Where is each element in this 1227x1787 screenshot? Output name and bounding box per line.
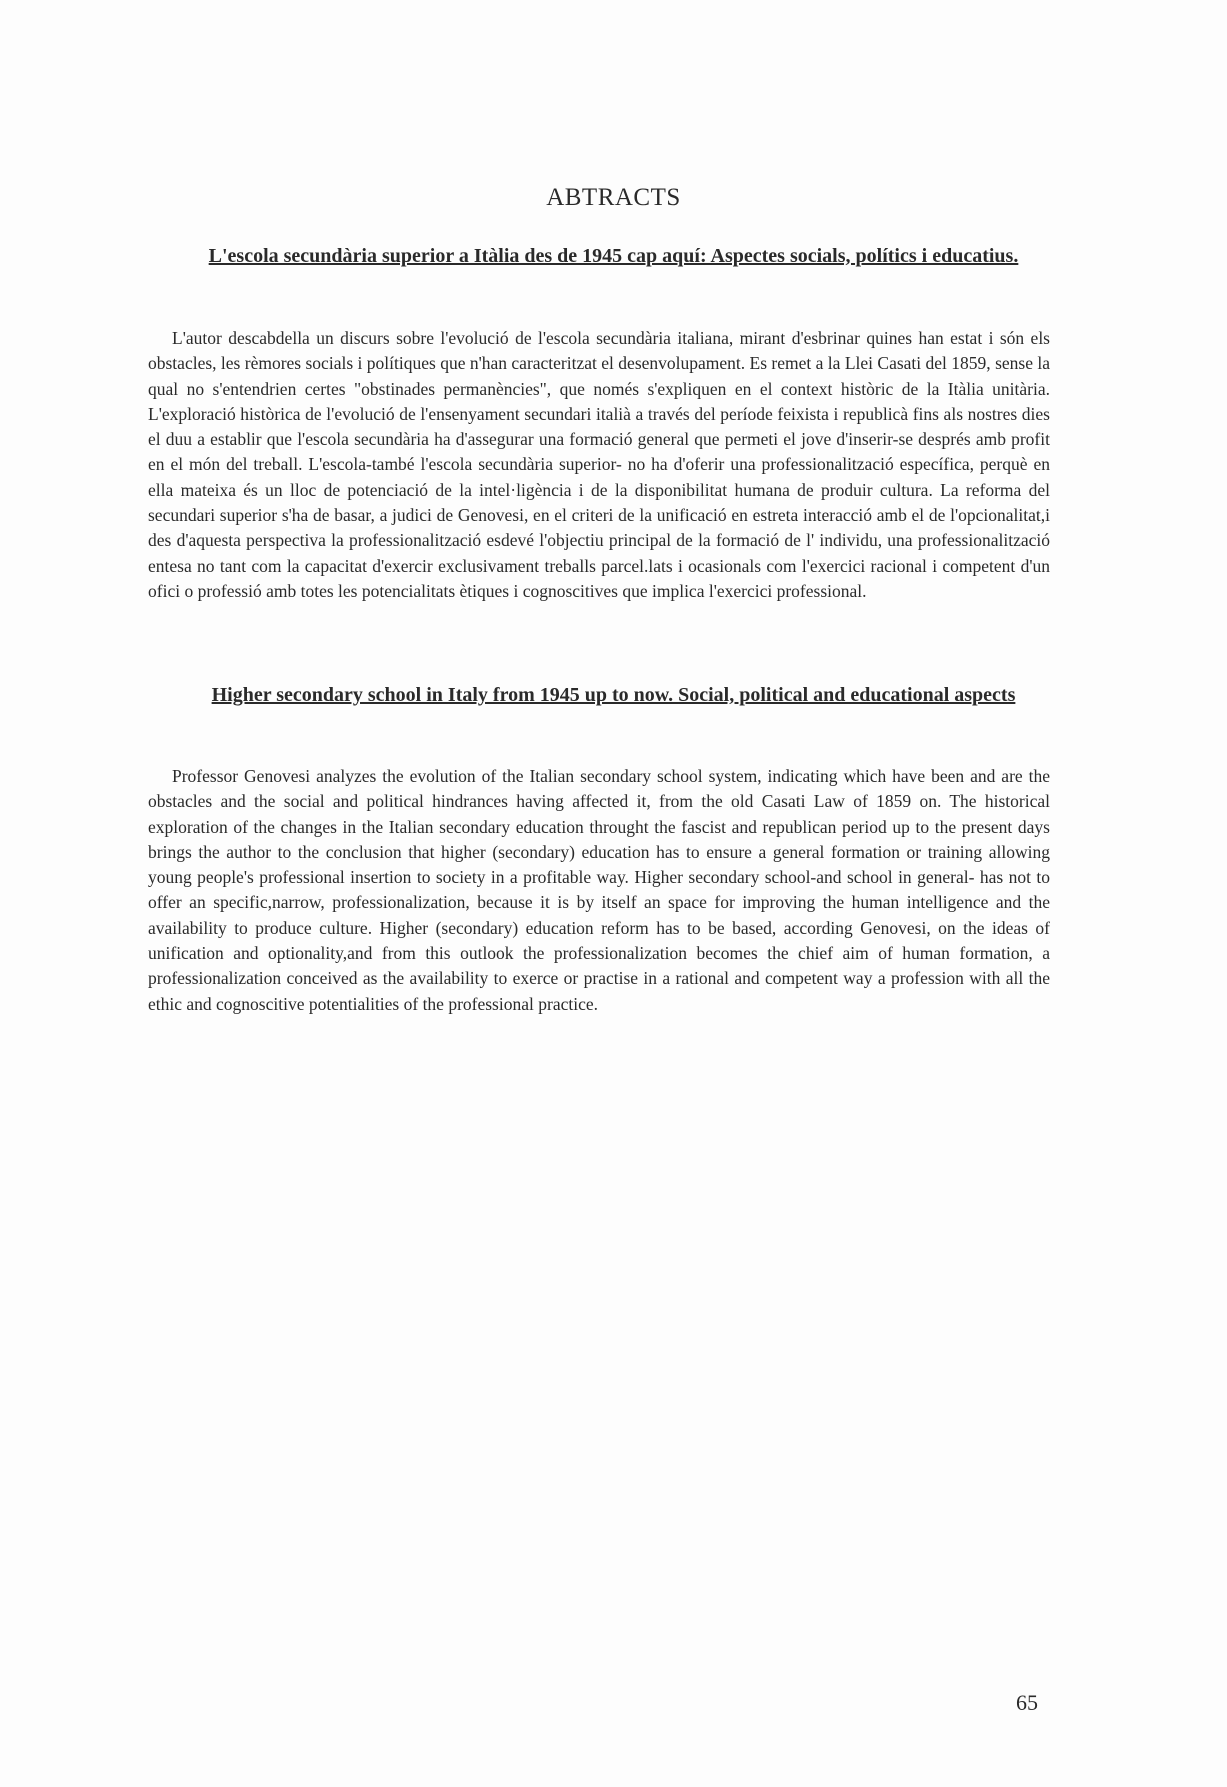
catalan-abstract: L'autor descabdella un discurs sobre l'evolució de l'escola secundària italiana, mirant d'esbrinar quines han estat i són els obstacles, les rèmores socials i polítiques que n'han caracteritzat el desenvolupament. Es remet a la Llei Casati del 1859, sense la qual no s'entendrien certes "obstinades permanències", que només s'expliquen en el context històric de la Itàlia unitària. L'exploració històrica de l'evolució de l'ensenyament secundari italià a través del període feixista i republicà fins als nostres dies el duu a establir que l'escola secundària ha d'assegurar una formació general que permeti el jove d'inserir-se després amb profit en el món del treball. L'escola-també l'escola secundària superior- no ha d'oferir una professionalització específica, perquè en ella mateixa és un lloc de potenciació de la intel·ligència i de la disponibilitat humana de produir cultura. La reforma del secundari superior s'ha de basar, a judici de Genovesi, en el criteri de la unificació en estreta interacció amb el de l'opcionalitat,i des d'aquesta perspectiva la professionalització esdevé l'objectiu principal de la formació de l' individu, una professionalització entesa no tant com la capacitat d'exercir exclusivament treballs parcel.lats i ocasionals com l'exercici racional i competent d'un ofici o professió amb totes les potencialitats ètiques i cognoscitives que implica l'exercici professional. <box>148 328 1050 601</box>
english-abstract: Professor Genovesi analyzes the evolution of the Italian secondary school system, indicating which have been and are the obstacles and the social and political hindrances having affected it, from the old Casati Law of 1859 on. The historical exploration of the changes in the Italian secondary education throught the fascist and republican period up to the present days brings the author to the conclusion that higher (secondary) education has to ensure a general formation or training allowing young people's professional insertion to society in a profitable way. Higher secondary school-and school in general- has not to offer an specific,narrow, professionalization, because it is by itself an space for improving the human intelligence and the availability to produce culture. Higher (secondary) education reform has to be based, according Genovesi, on the ideas of unification and optionality,and from this outlook the professionalization becomes the chief aim of human formation, a professionalization conceived as the availability to exerce or practise in a rational and competent way a profession with all the ethic and cognoscitive potentialities of the professional practice. <box>148 766 1050 1014</box>
page-number: 65 <box>1016 1690 1038 1715</box>
page-title: ABTRACTS <box>546 184 681 211</box>
catalan-heading: L'escola secundària superior a Itàlia des de 1945 cap aquí: Aspectes socials, polítics i educatius. <box>208 245 1019 267</box>
english-heading: Higher secondary school in Italy from 1945 up to now. Social, political and educational aspects <box>211 684 1016 706</box>
